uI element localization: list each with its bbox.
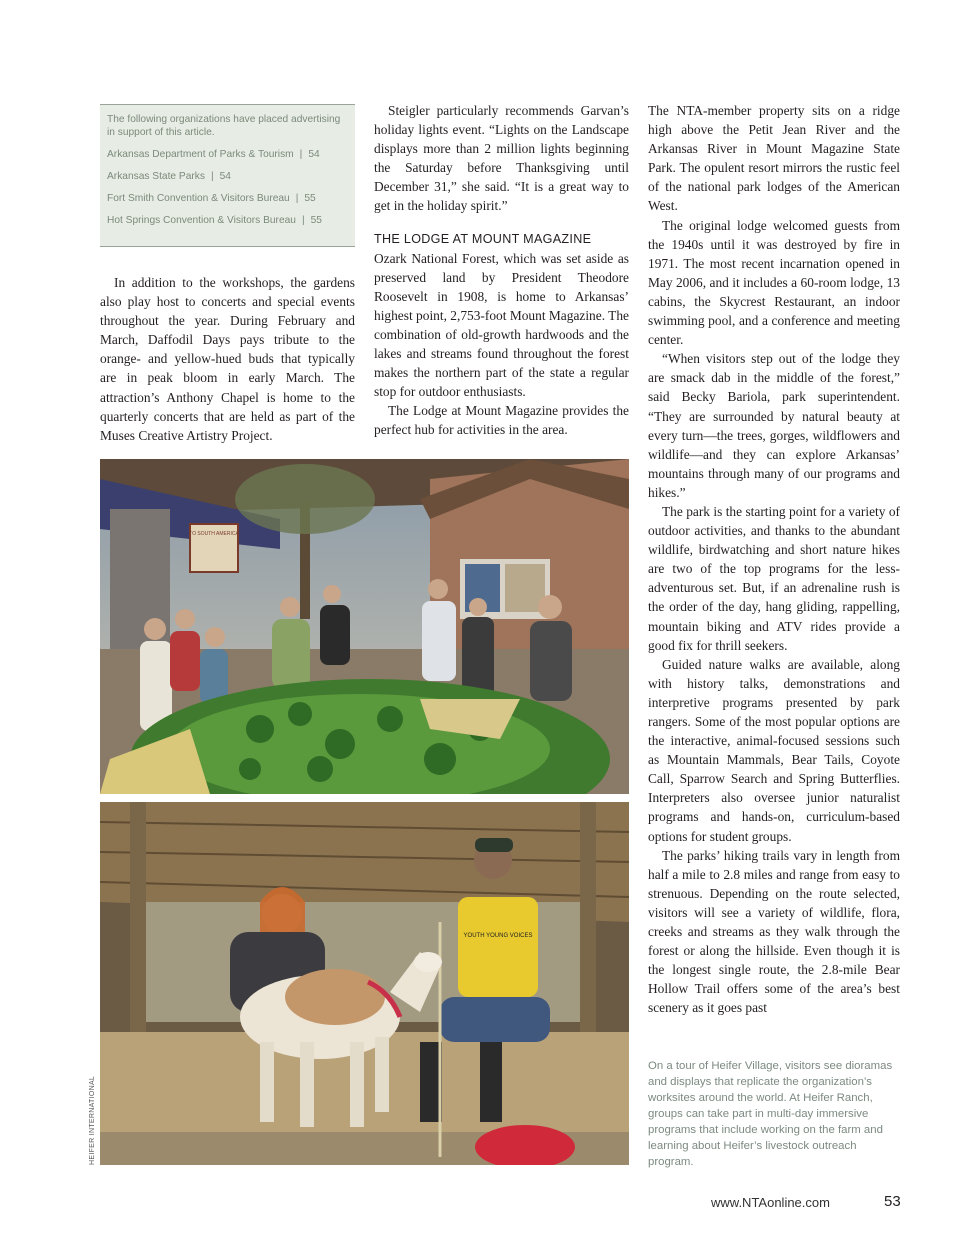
shirt-text: YOUTH YOUNG VOICES [463, 933, 533, 939]
sidebar-org [107, 148, 348, 161]
org-separator: | [295, 193, 299, 204]
goat-photo [100, 802, 629, 1165]
advertiser-sidebar [100, 104, 355, 247]
paragraph: The NTA-member property sits on a ridge high above the Petit Jean River and the Arkansas River in Mount Magazine State Park. The opulent resort mirrors the rustic feel of the national park lodges of the American West. [648, 103, 900, 214]
org-name: Hot Springs Convention & Visitors Bureau [107, 215, 296, 226]
paragraph: Ozark National Forest, which was set aside as preserved land by President Theodore Roosevelt in 1908, is home to Arkansas’ highest point, 2,753-foot Mount Magazine. The combination of old-growth hardwoods and the lakes and streams found throughout the forest makes the northern part of the state a regular stop for outdoor enthusiasts. [374, 250, 629, 400]
org-separator: | [299, 149, 303, 160]
org-name: Fort Smith Convention & Visitors Bureau [107, 193, 290, 204]
org-separator: | [301, 215, 305, 226]
photo-caption: On a tour of Heifer Village, visitors see dioramas and displays that replicate the organization’s worksites around the world. At Heifer Ranch, groups can take part in multi-day immersive programs that include working on the farm and learning about Heifer’s livestock outreach program. [648, 1060, 893, 1168]
sidebar-org [107, 192, 348, 205]
footer-url[interactable]: www.NTAonline.com [711, 1195, 830, 1210]
org-separator: | [210, 171, 214, 182]
article-column-2 [374, 101, 629, 440]
diorama-photo [100, 459, 629, 794]
diorama-photo-art [100, 459, 629, 794]
org-page: 54 [219, 171, 231, 182]
sidebar-org [107, 170, 348, 183]
paragraph: In addition to the workshops, the gardens also play host to concerts and special events throughout the year. During February and March, Daffodil Days pays tribute to the orange- and yellow-hued buds that typically are in peak bloom in early March. The attraction’s Anthony Chapel is home to the quarterly concerts that are held as part of the Muses Creative Artistry Project. [100, 275, 355, 443]
article-column-3 [648, 101, 900, 1018]
org-name: Arkansas State Parks [107, 171, 205, 182]
diorama-sign-text: TO SOUTH AMERICA [189, 531, 239, 537]
paragraph: The original lodge welcomed guests from the 1940s until it was destroyed by fire in 1971. The most recent incarnation opened in May 2006, and it includes a 60-room lodge, 13 cabins, the Skycrest Restaurant, an indoor swimming pool, and a conference and meeting center. [648, 217, 900, 348]
article-column-1 [100, 273, 355, 445]
sidebar-org [107, 214, 348, 227]
org-page: 54 [308, 149, 320, 160]
sidebar-intro: The following organizations have placed advertising in support of this article. [107, 114, 341, 138]
goat-photo-art [100, 802, 629, 1165]
paragraph: “When visitors step out of the lodge they are smack dab in the middle of the forest,” said Becky Bariola, park superintendent. “They are surrounded by natural beauty at every turn—the trees, gorges, wildflowers and wildlife—and they can explore Arkansas’ mountains through many of our programs and hikes.” [648, 351, 900, 500]
paragraph: Guided nature walks are available, along with history talks, demonstrations and interpretive programs presented by park rangers. Some of the most popular options are the interactive, animal-focused sessions such as Mountain Mammals, Bear Tails, Coyote Call, Sparrow Search and Spring Butterflies. Interpreters also oversee junior naturalist programs and hands-on, curriculum-based options for student groups. [648, 656, 900, 844]
paragraph: The Lodge at Mount Magazine provides the perfect hub for activities in the area. [374, 403, 629, 438]
page-number: 53 [884, 1193, 901, 1210]
photo-credit: HEIFER INTERNATIONAL [89, 1075, 96, 1165]
section-heading: THE LODGE AT MOUNT MAGAZINE [374, 231, 592, 246]
org-page: 55 [310, 215, 322, 226]
paragraph: Steigler particularly recommends Garvan’s holiday lights event. “Lights on the Landscape displays more than 2 million lights beginning the Saturday before Thanksgiving until December 31,” she said. “It is a great way to get in the holiday spirit.” [374, 103, 629, 214]
paragraph: The park is the starting point for a variety of outdoor activities, and thanks to the abundant wildlife, birdwatching and short nature hikes are two of the top programs for the less-adventurous set. But, if an adrenaline rush is the order of the day, hang gliding, rappelling, mountain biking and ATV rides provide a good fix for thrill seekers. [648, 503, 900, 653]
org-name: Arkansas Department of Parks & Tourism [107, 149, 294, 160]
org-page: 55 [304, 193, 316, 204]
paragraph: The parks’ hiking trails vary in length from half a mile to 2.8 miles and range from easy to strenuous. Depending on the route selected, visitors will see a variety of wildlife, flora, creeks and streams as they walk through the forest or along the hillside. Even though it is the longest single route, the 2.8-mile Bear Hollow Trail offers some of the area’s best scenery as it goes past [648, 847, 900, 1016]
